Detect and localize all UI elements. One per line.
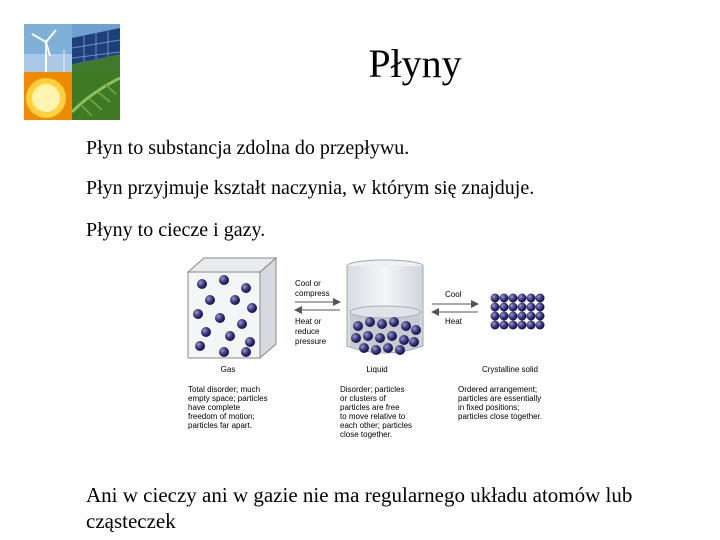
liquid-label: Liquid <box>366 365 388 374</box>
solid-particle <box>500 312 509 321</box>
gas-particle <box>230 295 240 305</box>
liquid-particle <box>401 321 411 331</box>
solid-particle <box>500 294 509 303</box>
gas-particle <box>197 279 207 289</box>
gas-particle <box>241 283 251 293</box>
heat-reduce-label-3: pressure <box>295 337 327 346</box>
gas-particle <box>219 275 229 285</box>
solid-particle <box>491 321 500 330</box>
liquid-desc-1: Disorder; particles <box>340 385 405 394</box>
solid-particle <box>509 303 518 312</box>
gas-particle <box>245 337 255 347</box>
liquid-particle <box>395 345 405 355</box>
gas-particle <box>247 303 257 313</box>
solid-particle <box>518 303 527 312</box>
liquid-description <box>340 385 412 439</box>
text-line-2: Płyn przyjmuje kształt naczynia, w którym się znajduje. <box>86 177 535 199</box>
gas-desc-2: empty space; particles <box>188 394 268 403</box>
solid-desc-1: Ordered arrangement; <box>458 385 538 394</box>
heat-reduce-label-1: Heat or <box>295 317 322 326</box>
solid-particles <box>491 294 545 330</box>
solid-particle <box>518 321 527 330</box>
cool-label: Cool <box>445 290 462 299</box>
page-title: Płyny <box>368 41 462 86</box>
solid-particle <box>491 312 500 321</box>
gas-desc-5: particles far apart. <box>188 421 253 430</box>
solid-particle <box>500 303 509 312</box>
gas-particle <box>219 347 229 357</box>
solid-particle <box>509 294 518 303</box>
liquid-particle <box>377 319 387 329</box>
gas-particle <box>205 295 215 305</box>
solid-description <box>458 385 542 421</box>
liquid-particle <box>387 331 397 341</box>
solid-desc-2: particles are essentially <box>458 394 542 403</box>
liquid-particle <box>411 325 421 335</box>
gas-desc-4: freedom of motion; <box>188 412 255 421</box>
gas-label: Gas <box>220 365 236 374</box>
liquid-particle <box>375 333 385 343</box>
solid-particle <box>527 303 536 312</box>
liquid-desc-5: each other; particles <box>340 421 413 430</box>
liquid-desc-6: close together. <box>340 430 393 439</box>
solid-particle <box>536 312 545 321</box>
solid-particle <box>518 312 527 321</box>
solid-particle <box>527 312 536 321</box>
solid-label: Crystalline solid <box>481 365 539 374</box>
solid-particle <box>509 312 518 321</box>
gas-desc-1: Total disorder; much <box>188 385 261 394</box>
heat-label: Heat <box>445 317 462 326</box>
solid-particle <box>527 321 536 330</box>
cool-compress-label-2: compress <box>295 289 330 298</box>
gas-particle <box>201 327 211 337</box>
gas-desc-3: have complete <box>188 403 241 412</box>
gas-particle <box>215 313 225 323</box>
solid-desc-4: particles close together. <box>458 412 543 421</box>
solid-particle <box>500 321 509 330</box>
footer-text: Ani w cieczy ani w gazie nie ma regularnego układu atomów lub cząsteczek <box>86 483 633 533</box>
liquid-particle <box>351 333 361 343</box>
gas-particle <box>225 331 235 341</box>
solid-particle <box>536 294 545 303</box>
liquid-desc-2: or clusters of <box>340 394 386 403</box>
liquid-particle <box>353 321 363 331</box>
gas-particle <box>237 319 247 329</box>
solid-particle <box>491 303 500 312</box>
states-of-matter-figure <box>180 252 580 452</box>
liquid-desc-4: to move relative to <box>340 412 406 421</box>
text-line-1: Płyn to substancja zdolna do przepływu. <box>86 137 410 159</box>
liquid-particle <box>409 337 419 347</box>
liquid-particle <box>383 343 393 353</box>
heat-reduce-label-2: reduce <box>295 327 320 336</box>
text-line-3: Płyny to ciecze i gazy. <box>86 219 266 241</box>
solid-particle <box>527 294 536 303</box>
solid-particle <box>536 303 545 312</box>
solid-particle <box>518 294 527 303</box>
gas-description <box>188 385 268 430</box>
liquid-particle <box>389 317 399 327</box>
solid-particle <box>491 294 500 303</box>
liquid-particle <box>371 345 381 355</box>
liquid-particle <box>359 343 369 353</box>
solid-particle <box>509 321 518 330</box>
solid-particle <box>536 321 545 330</box>
liquid-particle <box>365 317 375 327</box>
gas-particle <box>193 309 203 319</box>
cool-compress-label-1: Cool or <box>295 279 321 288</box>
gas-particle <box>195 341 205 351</box>
liquid-desc-3: particles are free <box>340 403 400 412</box>
gas-particle <box>241 347 251 357</box>
liquid-particle <box>363 331 373 341</box>
liquid-particle <box>399 335 409 345</box>
solid-desc-3: in fixed positions; <box>458 403 520 412</box>
